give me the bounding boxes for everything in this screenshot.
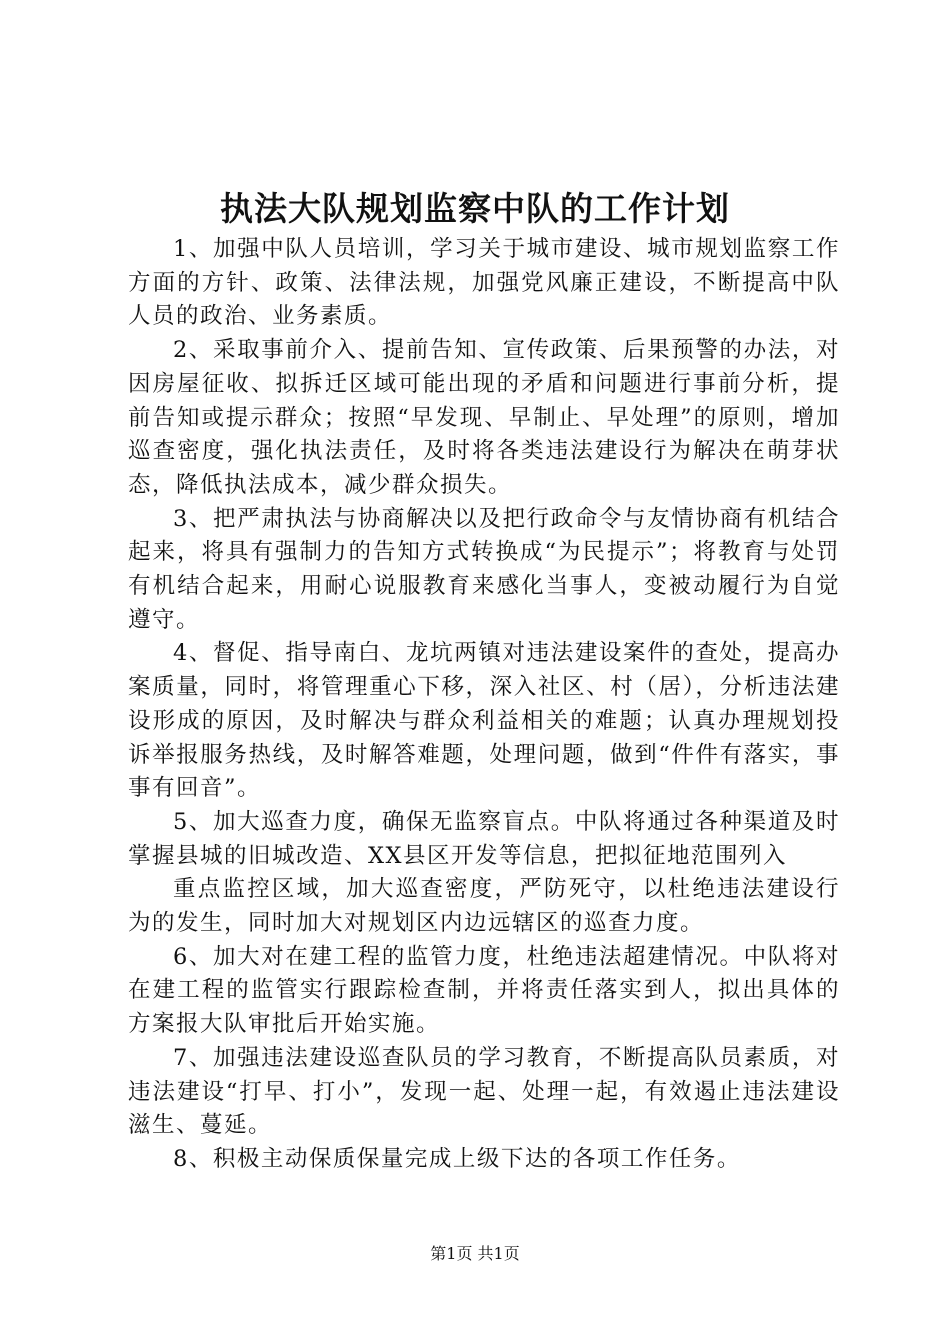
paragraph-5: 5、加大巡查力度，确保无监察盲点。中队将通过各种渠道及时掌握县城的旧城改造、XX县区开发等信息，把拟征地范围列入 [128, 808, 840, 869]
paragraph-6: 6、加大对在建工程的监管力度，杜绝违法超建情况。中队将对在建工程的监管实行跟踪检查制，并将责任落实到人，拟出具体的方案报大队审批后开始实施。 [128, 943, 840, 1038]
paragraph-1: 1、加强中队人员培训，学习关于城市建设、城市规划监察工作方面的方针、政策、法律法规，加强党风廉正建设，不断提高中队人员的政治、业务素质。 [128, 236, 840, 330]
paragraph-8: 8、积极主动保质保量完成上级下达的各项工作任务。 [173, 1145, 741, 1172]
paragraph-5-continued: 重点监控区域，加大巡查密度，严防死守，以杜绝违法建设行为的发生，同时加大对规划区内边远辖区的巡查力度。 [128, 876, 840, 937]
paragraph-2: 2、采取事前介入、提前告知、宣传政策、后果预警的办法，对因房屋征收、拟拆迁区域可能出现的矛盾和问题进行事前分析，提前告知或提示群众；按照“早发现、早制止、早处理”的原则，增加巡查密度，强化执法责任，及时将各类违法建设行为解决在萌芽状态，降低执法成本，减少群众损失。 [128, 337, 840, 498]
document-body [128, 233, 840, 1177]
document-title: 执法大队规划监察中队的工作计划 [220, 189, 730, 228]
paragraph-7: 7、加强违法建设巡查队员的学习教育，不断提高队员素质，对违法建设“打早、打小”，发现一起、处理一起，有效遏止违法建设滋生、蔓延。 [128, 1044, 840, 1139]
page-footer: 第1页 共1页 [430, 1244, 520, 1263]
paragraph-4: 4、督促、指导南白、龙坑两镇对违法建设案件的查处，提高办案质量，同时，将管理重心下移，深入社区、村（居），分析违法建设形成的原因，及时解决与群众利益相关的难题；认真办理规划投诉举报服务热线，及时解答难题，处理问题，做到“件件有落实，事事有回音”。 [128, 640, 840, 802]
paragraph-3: 3、把严肃执法与协商解决以及把行政命令与友情协商有机结合起来，将具有强制力的告知方式转换成“为民提示”；将教育与处罚有机结合起来，用耐心说服教育来感化当事人，变被动履行为自觉遵守。 [128, 505, 840, 633]
